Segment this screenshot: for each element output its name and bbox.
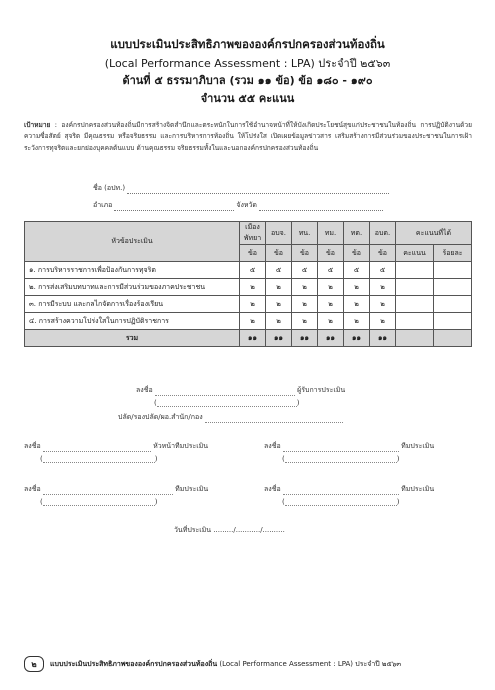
row-value: ๒: [240, 296, 266, 313]
score-cell[interactable]: [396, 296, 434, 313]
district-input[interactable]: [114, 203, 234, 211]
table-row: [25, 296, 472, 313]
province-input[interactable]: [259, 203, 383, 211]
row-value: ๕: [240, 262, 266, 279]
sign-label: ลงชื่อ: [264, 442, 281, 450]
percent-cell[interactable]: [434, 296, 472, 313]
section-title: ด้านที่ ๕ ธรรมาภิบาล (รวม ๑๑ ข้อ) ข้อ ๑๘๐ - ๑๙๐: [122, 74, 373, 87]
row-value: ๒: [344, 313, 370, 330]
date-value[interactable]: ........./.........../..........: [213, 526, 285, 534]
row-value: ๕: [292, 262, 318, 279]
row-value: ๒: [240, 313, 266, 330]
org-name-field: [93, 183, 389, 194]
page-footer: [24, 654, 472, 674]
head-name: ( ): [40, 455, 158, 463]
topic-header: หัวข้อประเมิน: [25, 222, 240, 262]
receiver-position: [118, 412, 343, 423]
total-row: [25, 330, 472, 347]
total-score-cell[interactable]: [396, 330, 434, 347]
sign-label: ลงชื่อ: [24, 485, 41, 493]
document-title: แบบประเมินประสิทธิภาพขององค์กรปกครองส่วนท้องถิ่น: [110, 37, 385, 51]
total-value: ๑๑: [292, 330, 318, 347]
team-name-1: ( ): [282, 455, 400, 463]
receiver-signature: [136, 385, 345, 396]
page-number: ๒: [24, 656, 44, 672]
row-value: ๒: [370, 313, 396, 330]
total-percent-cell[interactable]: [434, 330, 472, 347]
row-value: ๒: [344, 296, 370, 313]
purpose-paragraph: [24, 120, 472, 154]
province-label: จังหวัด: [236, 201, 257, 209]
team-name-3: ( ): [282, 498, 400, 506]
sign-label: ลงชื่อ: [24, 442, 41, 450]
org-name-input[interactable]: [127, 186, 389, 194]
row-value: ๒: [318, 279, 344, 296]
row-value: ๕: [370, 262, 396, 279]
head-signature: [24, 441, 208, 452]
assessment-date: [174, 525, 285, 536]
sign-label: ลงชื่อ: [264, 485, 281, 493]
team-sign-line[interactable]: [43, 488, 173, 495]
table-row: [25, 279, 472, 296]
head-name-line[interactable]: [43, 456, 155, 463]
sub-header-percent: ร้อยละ: [434, 245, 472, 262]
head-label: หัวหน้าทีมประเมิน: [153, 442, 208, 450]
team-label: ทีมประเมิน: [401, 442, 435, 450]
district-province-field: [93, 200, 383, 211]
row-label: ๒. การส่งเสริมบทบาทและการมีส่วนร่วมของภาคประชาชน: [25, 279, 240, 296]
team-label: ทีมประเมิน: [401, 485, 435, 493]
org-name-label: ชื่อ (อปท.): [93, 184, 126, 192]
footer-title: แบบประเมินประสิทธิภาพขององค์กรปกครองส่วนท้องถิ่น: [50, 659, 218, 668]
sub-header: ข้อ: [318, 245, 344, 262]
sub-header: ข้อ: [344, 245, 370, 262]
percent-cell[interactable]: [434, 313, 472, 330]
team-name-line[interactable]: [43, 499, 155, 506]
row-value: ๕: [266, 262, 292, 279]
col-header: อบต.: [370, 222, 396, 245]
row-value: ๒: [292, 296, 318, 313]
footer-subtitle: (Local Performance Assessment : LPA) ประจำปี ๒๕๖๓: [217, 659, 402, 668]
purpose-label: เป้าหมาย: [24, 121, 51, 129]
row-value: ๒: [266, 296, 292, 313]
percent-cell[interactable]: [434, 279, 472, 296]
district-label: อำเภอ: [93, 201, 113, 209]
team-label: ทีมประเมิน: [175, 485, 209, 493]
score-cell[interactable]: [396, 313, 434, 330]
table-header-row: [25, 222, 472, 245]
team-signature-3: [264, 484, 434, 495]
row-value: ๕: [318, 262, 344, 279]
team-signature-2: [24, 484, 208, 495]
col-header: เมืองพัทยา: [240, 222, 266, 245]
sub-header: ข้อ: [370, 245, 396, 262]
table-row: [25, 262, 472, 279]
position-line[interactable]: [205, 416, 343, 423]
col-header: ทม.: [318, 222, 344, 245]
score-total-title: จำนวน ๕๕ คะแนน: [200, 92, 295, 105]
receiver-sign-line[interactable]: [155, 389, 295, 396]
col-header: ทน.: [292, 222, 318, 245]
table-row: [25, 313, 472, 330]
position-label: ปลัด/รองปลัด/ผอ.สำนัก/กอง: [118, 413, 203, 421]
row-value: ๒: [318, 313, 344, 330]
row-value: ๒: [344, 279, 370, 296]
row-value: ๕: [344, 262, 370, 279]
sub-header: ข้อ: [266, 245, 292, 262]
score-header: คะแนนที่ได้: [396, 222, 472, 245]
total-label: รวม: [25, 330, 240, 347]
team-signature-1: [264, 441, 434, 452]
row-value: ๒: [318, 296, 344, 313]
row-value: ๒: [370, 296, 396, 313]
row-label: ๔. การสร้างความโปร่งใสในการปฏิบัติราชการ: [25, 313, 240, 330]
total-value: ๑๑: [240, 330, 266, 347]
score-cell[interactable]: [396, 262, 434, 279]
sub-header: ข้อ: [240, 245, 266, 262]
head-sign-line[interactable]: [43, 445, 151, 452]
score-cell[interactable]: [396, 279, 434, 296]
receiver-name-line[interactable]: [157, 400, 297, 407]
team-sign-line[interactable]: [283, 445, 399, 452]
row-value: ๒: [292, 313, 318, 330]
row-label: ๓. การมีระบบ และกลไกจัดการเรื่องร้องเรียน: [25, 296, 240, 313]
purpose-text: : องค์กรปกครองส่วนท้องถิ่นมีการสร้างจิตสำนึกและตระหนักในการใช้อำนาจหน้าที่ให้บังเกิดประโยชน์สุขแก่ประชาชนในท้องถิ่น การปฏิบัติงานด้วยความซื่อสัตย์ สุจริต มีคุณธรรม หรือจริยธรรม และการบริหารการท้องถิ่น ให้โปร่งใส เปิดเผยข้อมูลข่าวสาร เสริมสร้างการมีส่วนร่วมของประชาชนในการเฝ้าระวังการทุจริตและยกย่องบุคคลต้นแบบ ด้านคุณธรรม จริยธรรมทั้งในและนอกองค์กรปกครองส่วนท้องถิ่น: [24, 121, 472, 152]
row-value: ๒: [370, 279, 396, 296]
receiver-label: ผู้รับการประเมิน: [297, 386, 346, 394]
total-value: ๑๑: [370, 330, 396, 347]
footer-text: [50, 659, 401, 670]
percent-cell[interactable]: [434, 262, 472, 279]
score-table: [24, 221, 472, 347]
team-name-line[interactable]: [285, 456, 397, 463]
row-value: ๒: [240, 279, 266, 296]
team-sign-line[interactable]: [283, 488, 399, 495]
sub-header: ข้อ: [292, 245, 318, 262]
row-value: ๒: [266, 313, 292, 330]
total-value: ๑๑: [266, 330, 292, 347]
col-header: อบจ.: [266, 222, 292, 245]
total-value: ๑๑: [318, 330, 344, 347]
receiver-name: ( ): [154, 399, 300, 407]
row-label: ๑. การบริหารราชการเพื่อป้องกันการทุจริต: [25, 262, 240, 279]
date-label: วันที่ประเมิน: [174, 526, 212, 534]
sign-label: ลงชื่อ: [136, 386, 153, 394]
team-name-2: ( ): [40, 498, 158, 506]
team-name-line[interactable]: [285, 499, 397, 506]
sub-header-score: คะแนน: [396, 245, 434, 262]
total-value: ๑๑: [344, 330, 370, 347]
document-subtitle: (Local Performance Assessment : LPA) ประจำปี ๒๕๖๓: [104, 57, 391, 70]
row-value: ๒: [266, 279, 292, 296]
row-value: ๒: [292, 279, 318, 296]
col-header: ทต.: [344, 222, 370, 245]
